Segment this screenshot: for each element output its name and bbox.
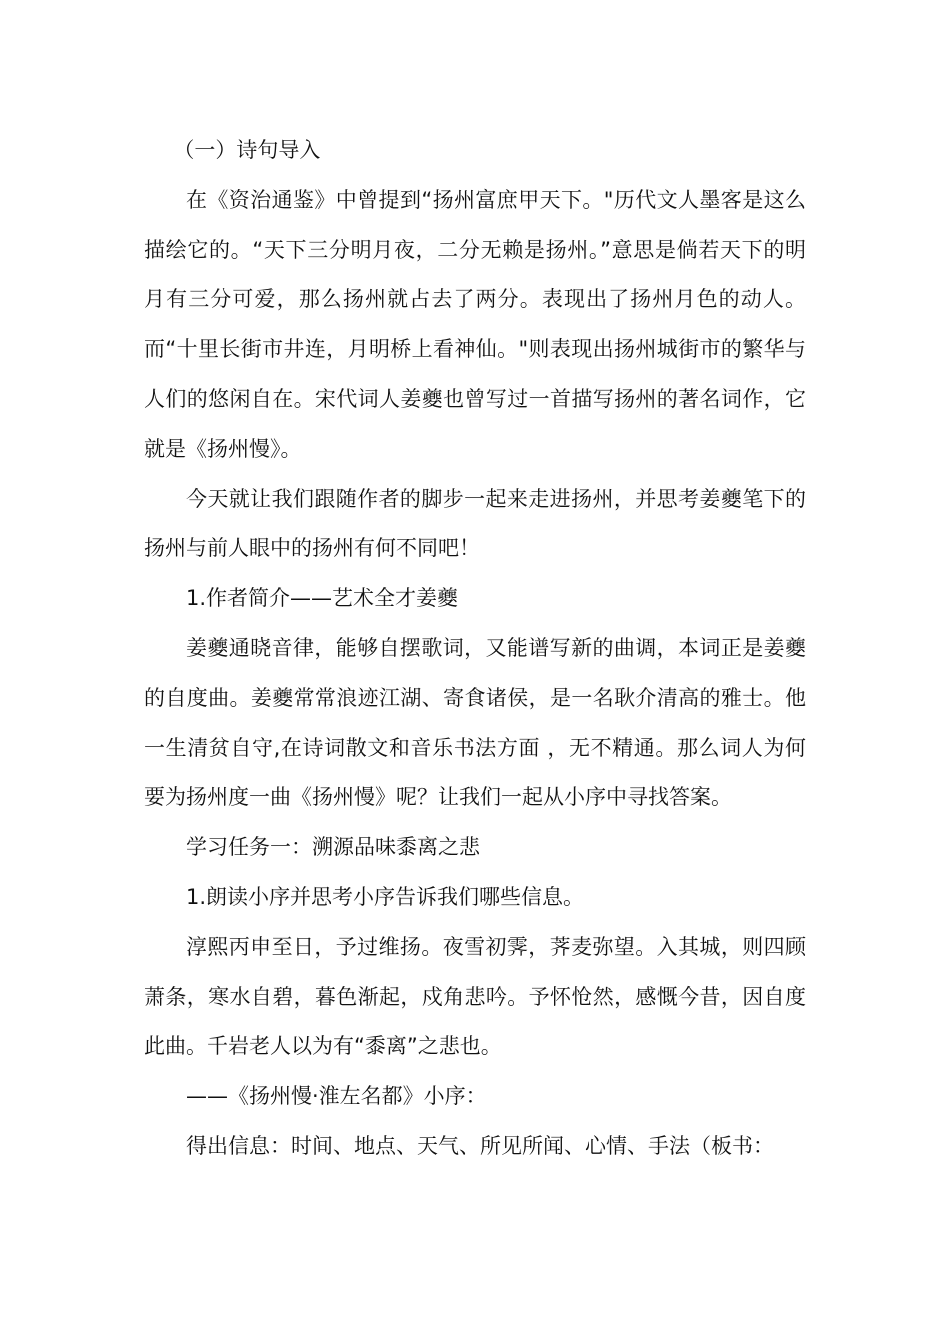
paragraph-yangzhou-history: 在《资治通鉴》中曾提到“扬州富庶甲天下。"历代文人墨客是这么描绘它的。“天下三分明月夜，二分无赖是扬州。”意思是倘若天下的明月有三分可爱，那么扬州就占去了两分。表现出了扬州月色的动人。而“十里长街市井连，月明桥上看神仙。"则表现出扬州城街市的繁华与人们的悠闲自在。宋代词人姜夔也曾写过一首描写扬州的著名词作，它就是《扬州慢》。 xyxy=(144,187,806,461)
paragraph-task-instruction: 1.朗读小序并思考小序告诉我们哪些信息。 xyxy=(186,884,585,909)
section-heading-task-one: 学习任务一：溯源品味黍离之悲 xyxy=(186,835,480,860)
paragraph-preface-source: ——《扬州慢·淮左名都》小序： xyxy=(186,1084,487,1109)
section-heading-poem-intro: （一）诗句导入 xyxy=(173,138,321,162)
paragraph-information-summary: 得出信息：时间、地点、天气、所见所闻、心情、手法（板书： xyxy=(186,1133,774,1158)
paragraph-follow-author: 今天就让我们跟随作者的脚步一起来走进扬州，并思考姜夔笔下的扬州与前人眼中的扬州有何不同吧！ xyxy=(144,486,806,561)
section-heading-author-intro: 1.作者简介——艺术全才姜夔 xyxy=(186,586,459,611)
paragraph-preface-text: 淳熙丙申至日，予过维扬。夜雪初霁，荠麦弥望。入其城，则四顾萧条，寒水自碧，暮色渐起，戍角悲吟。予怀怆然，感慨今昔，因自度此曲。千岩老人以为有“黍离”之悲也。 xyxy=(144,934,806,1059)
document-body xyxy=(144,126,806,1172)
paragraph-author-bio: 姜夔通晓音律，能够自摆歌词，又能谱写新的曲调，本词正是姜夔的自度曲。姜夔常常浪迹江湖、寄食诸侯，是一名耿介清高的雅士。他一生清贫自守,在诗词散文和音乐书法方面 ，无不精通。那么词人为何要为扬州度一曲《扬州慢》呢？让我们一起从小序中寻找答案。 xyxy=(144,635,806,810)
